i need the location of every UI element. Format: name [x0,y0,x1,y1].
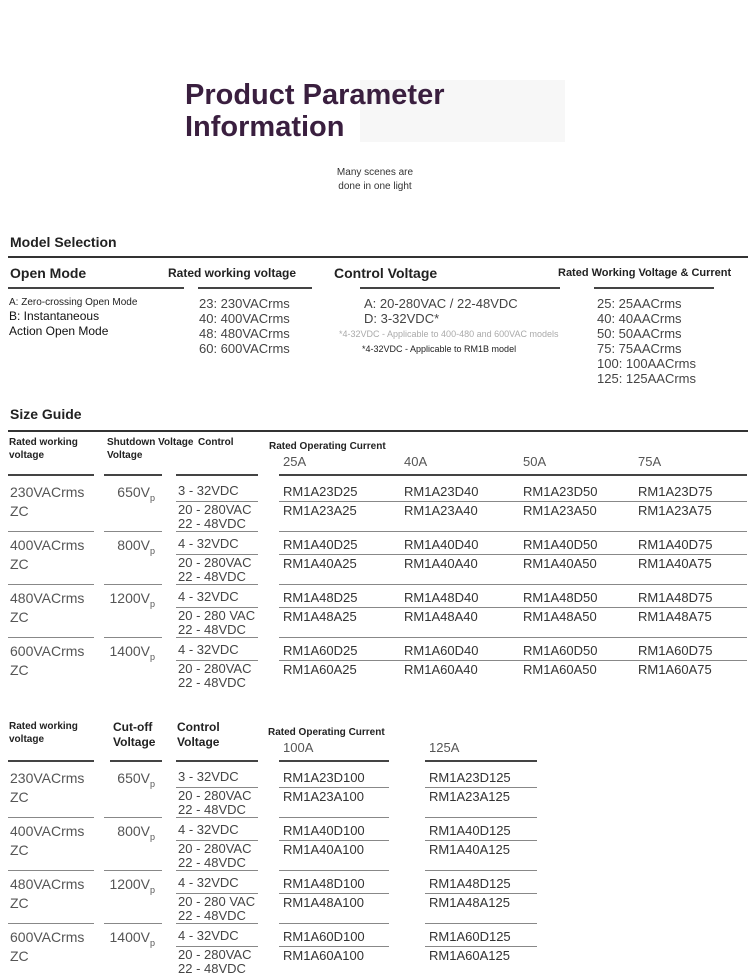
part-number-a: RM1A60A40 [404,662,478,677]
row-control-dc: 4 - 32VDC [178,536,239,551]
rated-voltage-label: Rated working voltage [168,266,297,280]
row-control-dc: 4 - 32VDC [178,642,239,657]
sg2-col-control [177,720,220,750]
row-control-dc2: 22 - 48VDC [178,961,246,976]
part-number-a: RM1A23A125 [429,789,510,804]
row-control-dc2: 22 - 48VDC [178,569,246,584]
sg-col-control: Control [198,437,234,448]
tagline [330,166,420,194]
row-control-dc: 4 - 32VDC [178,822,239,837]
row-divider [8,531,94,532]
row-divider [425,870,537,871]
sg2-col-control-line-1: Control [177,720,220,734]
model-selection-rule [8,256,748,258]
row-inner-divider [425,840,537,841]
sg-header-underline [176,474,258,476]
part-number-d: RM1A60D25 [283,643,358,658]
row-control-ac: 20 - 280VAC [178,841,252,856]
sg2-amp-header: 100A [283,740,314,755]
row-zc: ZC [10,842,29,858]
tagline-line-1: Many scenes are [336,167,414,178]
row-inner-divider [176,893,258,894]
row-control-ac: 20 - 280 VAC [178,608,256,623]
row-voltage: 230VACrms [10,484,85,500]
peak-subscript: p [149,492,155,503]
control-voltage-item: A: 20-280VAC / 22-48VDC [364,296,518,311]
sg-amp-header: 75A [638,454,662,469]
row-inner-divider [176,660,258,661]
row-divider [8,870,94,871]
row-control-ac: 20 - 280VAC [178,947,252,962]
sg-col-rated-line-2: voltage [9,450,45,461]
peak-subscript: p [149,598,155,609]
part-number-d: RM1A60D100 [283,929,365,944]
row-divider [104,817,162,818]
row-inner-divider [176,840,258,841]
open-mode-underline [8,287,184,289]
sg-header-underline [279,474,747,476]
row-divider [425,923,537,924]
row-control-ac: 20 - 280VAC [178,788,252,803]
sg2-amp-header: 125A [429,740,460,755]
part-number-a: RM1A48A50 [523,609,597,624]
row-inner-divider [425,787,537,788]
part-number-d: RM1A48D40 [404,590,479,605]
rated-current-item: 100: 100AACrms [597,356,696,371]
row-control-dc2: 22 - 48VDC [178,908,246,923]
sg2-col-rated [9,720,78,746]
sg-header-underline [104,474,162,476]
row-divider [104,531,162,532]
row-inner-divider [425,893,537,894]
row-divider [104,637,162,638]
rated-current-list [597,296,696,386]
peak-subscript: p [149,831,155,842]
row-zc: ZC [10,556,29,572]
part-number-a: RM1A23A25 [283,503,357,518]
row-control-dc: 3 - 32VDC [178,769,239,784]
peak-subscript: p [149,937,155,948]
part-number-d: RM1A48D50 [523,590,598,605]
peak-value: 650V [117,770,150,786]
sg-col-current: Rated Operating Current [269,441,386,452]
part-number-a: RM1A40A40 [404,556,478,571]
row-inner-divider [279,787,389,788]
part-number-a: RM1A23A40 [404,503,478,518]
control-voltage-note-gray: *4-32VDC - Applicable to 400-480 and 600VAC models [339,329,559,339]
row-peak-voltage [0,929,155,948]
model-selection-heading: Model Selection [10,234,117,250]
row-divider [279,637,747,638]
page-title [185,79,445,143]
sg2-col-cutoff-line-2: Voltage [113,735,156,749]
open-mode-a: A: Zero-crossing Open Mode [9,297,138,308]
part-number-d: RM1A60D125 [429,929,511,944]
peak-value: 1400V [109,929,150,945]
open-mode-b-line-1: B: Instantaneous [9,309,100,323]
peak-value: 1200V [109,590,150,606]
row-divider [8,817,94,818]
sg2-header-underline [279,760,389,762]
size-guide-rule [8,430,748,432]
rated-voltage-item: 40: 400VACrms [199,311,290,326]
part-number-a: RM1A48A75 [638,609,712,624]
sg-header-underline [8,474,94,476]
peak-subscript: p [149,545,155,556]
sg-amp-header: 25A [283,454,307,469]
rated-current-item: 25: 25AACrms [597,296,682,311]
row-zc: ZC [10,789,29,805]
peak-value: 800V [117,537,150,553]
title-line-1: Product Parameter [185,79,445,111]
row-inner-divider [176,787,258,788]
sg-col-rated [9,436,78,462]
tagline-line-2: done in one light [338,181,412,192]
row-inner-divider [176,501,258,502]
size-guide-heading: Size Guide [10,406,82,422]
sg2-col-current: Rated Operating Current [268,727,385,738]
row-inner-divider [176,946,258,947]
part-number-a: RM1A23A75 [638,503,712,518]
part-number-d: RM1A60D50 [523,643,598,658]
open-mode-b [9,309,108,339]
row-divider [279,584,747,585]
row-voltage: 600VACrms [10,643,85,659]
row-voltage: 480VACrms [10,876,85,892]
part-number-a: RM1A60A75 [638,662,712,677]
rated-current-underline [594,287,714,289]
sg2-col-rated-line-1: Rated working [9,721,78,732]
part-number-d: RM1A23D25 [283,484,358,499]
sg2-header-underline [110,760,162,762]
part-number-a: RM1A40A75 [638,556,712,571]
row-inner-divider [279,607,747,608]
row-divider [176,923,258,924]
row-voltage: 400VACrms [10,823,85,839]
part-number-a: RM1A48A100 [283,895,364,910]
control-voltage-underline [360,287,560,289]
row-inner-divider [279,660,747,661]
row-control-ac: 20 - 280VAC [178,555,252,570]
part-number-d: RM1A48D25 [283,590,358,605]
part-number-d: RM1A48D75 [638,590,713,605]
part-number-d: RM1A23D40 [404,484,479,499]
part-number-a: RM1A23A100 [283,789,364,804]
rated-voltage-underline [198,287,312,289]
row-divider [176,637,258,638]
row-divider [279,817,389,818]
row-control-dc2: 22 - 48VDC [178,516,246,531]
row-control-ac: 20 - 280VAC [178,661,252,676]
part-number-a: RM1A40A125 [429,842,510,857]
part-number-d: RM1A60D40 [404,643,479,658]
sg-amp-header: 50A [523,454,547,469]
row-control-ac: 20 - 280VAC [178,502,252,517]
row-inner-divider [279,501,747,502]
row-inner-divider [176,607,258,608]
rated-voltage-item: 23: 230VACrms [199,296,290,311]
row-control-ac: 20 - 280 VAC [178,894,256,909]
row-inner-divider [279,893,389,894]
row-divider [279,923,389,924]
part-number-a: RM1A40A50 [523,556,597,571]
row-control-dc: 3 - 32VDC [178,483,239,498]
peak-value: 1400V [109,643,150,659]
row-voltage: 230VACrms [10,770,85,786]
part-number-d: RM1A40D40 [404,537,479,552]
sg2-col-control-line-2: Voltage [177,735,220,749]
part-number-d: RM1A40D100 [283,823,365,838]
row-control-dc2: 22 - 48VDC [178,622,246,637]
row-inner-divider [279,946,389,947]
part-number-a: RM1A60A125 [429,948,510,963]
part-number-d: RM1A40D75 [638,537,713,552]
rated-current-item: 50: 50AACrms [597,326,682,341]
row-zc: ZC [10,948,29,964]
rated-current-label: Rated Working Voltage & Current [558,267,732,279]
row-peak-voltage [0,643,155,662]
part-number-d: RM1A23D125 [429,770,511,785]
row-control-dc: 4 - 32VDC [178,589,239,604]
part-number-d: RM1A48D100 [283,876,365,891]
part-number-a: RM1A60A100 [283,948,364,963]
sg-col-shutdown-line-1: Shutdown Voltage [107,437,194,448]
rated-voltage-item: 60: 600VACrms [199,341,290,356]
part-number-d: RM1A23D100 [283,770,365,785]
open-mode-label: Open Mode [10,265,87,281]
peak-subscript: p [149,651,155,662]
part-number-a: RM1A48A125 [429,895,510,910]
row-divider [104,584,162,585]
row-control-dc2: 22 - 48VDC [178,802,246,817]
title-line-2: Information [185,111,345,143]
row-divider [425,817,537,818]
rated-voltage-list [199,296,290,356]
sg2-header-underline [425,760,537,762]
row-inner-divider [279,554,747,555]
row-control-dc: 4 - 32VDC [178,928,239,943]
row-peak-voltage [0,876,155,895]
row-zc: ZC [10,662,29,678]
part-number-a: RM1A48A25 [283,609,357,624]
row-zc: ZC [10,609,29,625]
rated-current-item: 40: 40AACrms [597,311,682,326]
peak-value: 650V [117,484,150,500]
row-inner-divider [279,840,389,841]
peak-value: 1200V [109,876,150,892]
row-peak-voltage [0,590,155,609]
sg2-col-cutoff-line-1: Cut-off [113,720,153,734]
part-number-d: RM1A40D125 [429,823,511,838]
row-control-dc: 4 - 32VDC [178,875,239,890]
sg-col-shutdown [107,436,193,462]
sg2-header-underline [8,760,94,762]
part-number-d: RM1A48D125 [429,876,511,891]
control-voltage-list [364,296,518,326]
row-divider [8,584,94,585]
sg2-col-rated-line-2: voltage [9,734,45,745]
rated-current-item: 75: 75AACrms [597,341,682,356]
part-number-a: RM1A60A25 [283,662,357,677]
part-number-a: RM1A40A25 [283,556,357,571]
sg2-col-cutoff [113,720,155,750]
part-number-a: RM1A60A50 [523,662,597,677]
part-number-d: RM1A23D75 [638,484,713,499]
peak-subscript: p [149,884,155,895]
row-divider [176,817,258,818]
row-control-dc2: 22 - 48VDC [178,675,246,690]
rated-voltage-item: 48: 480VACrms [199,326,290,341]
control-voltage-note-dark: *4-32VDC - Applicable to RM1B model [362,344,517,354]
part-number-a: RM1A23A50 [523,503,597,518]
sg-col-shutdown-line-2: Voltage [107,450,143,461]
row-voltage: 480VACrms [10,590,85,606]
part-number-d: RM1A23D50 [523,484,598,499]
row-divider [176,584,258,585]
control-voltage-label: Control Voltage [334,265,438,281]
row-peak-voltage [0,823,155,842]
row-peak-voltage [0,484,155,503]
row-divider [176,870,258,871]
row-divider [8,923,94,924]
row-divider [279,870,389,871]
row-voltage: 400VACrms [10,537,85,553]
sg2-header-underline [176,760,258,762]
open-mode-b-line-2: Action Open Mode [9,324,109,338]
row-peak-voltage [0,770,155,789]
row-divider [8,637,94,638]
rated-current-item: 125: 125AACrms [597,371,696,386]
row-zc: ZC [10,895,29,911]
row-control-dc2: 22 - 48VDC [178,855,246,870]
part-number-d: RM1A40D25 [283,537,358,552]
sg-col-rated-line-1: Rated working [9,437,78,448]
peak-value: 800V [117,823,150,839]
row-peak-voltage [0,537,155,556]
row-divider [279,531,747,532]
part-number-d: RM1A60D75 [638,643,713,658]
peak-subscript: p [149,778,155,789]
row-divider [104,923,162,924]
part-number-d: RM1A40D50 [523,537,598,552]
row-voltage: 600VACrms [10,929,85,945]
row-divider [176,531,258,532]
part-number-a: RM1A40A100 [283,842,364,857]
row-zc: ZC [10,503,29,519]
row-inner-divider [176,554,258,555]
part-number-a: RM1A48A40 [404,609,478,624]
sg-amp-header: 40A [404,454,428,469]
control-voltage-item: D: 3-32VDC* [364,311,440,326]
row-divider [104,870,162,871]
row-inner-divider [425,946,537,947]
